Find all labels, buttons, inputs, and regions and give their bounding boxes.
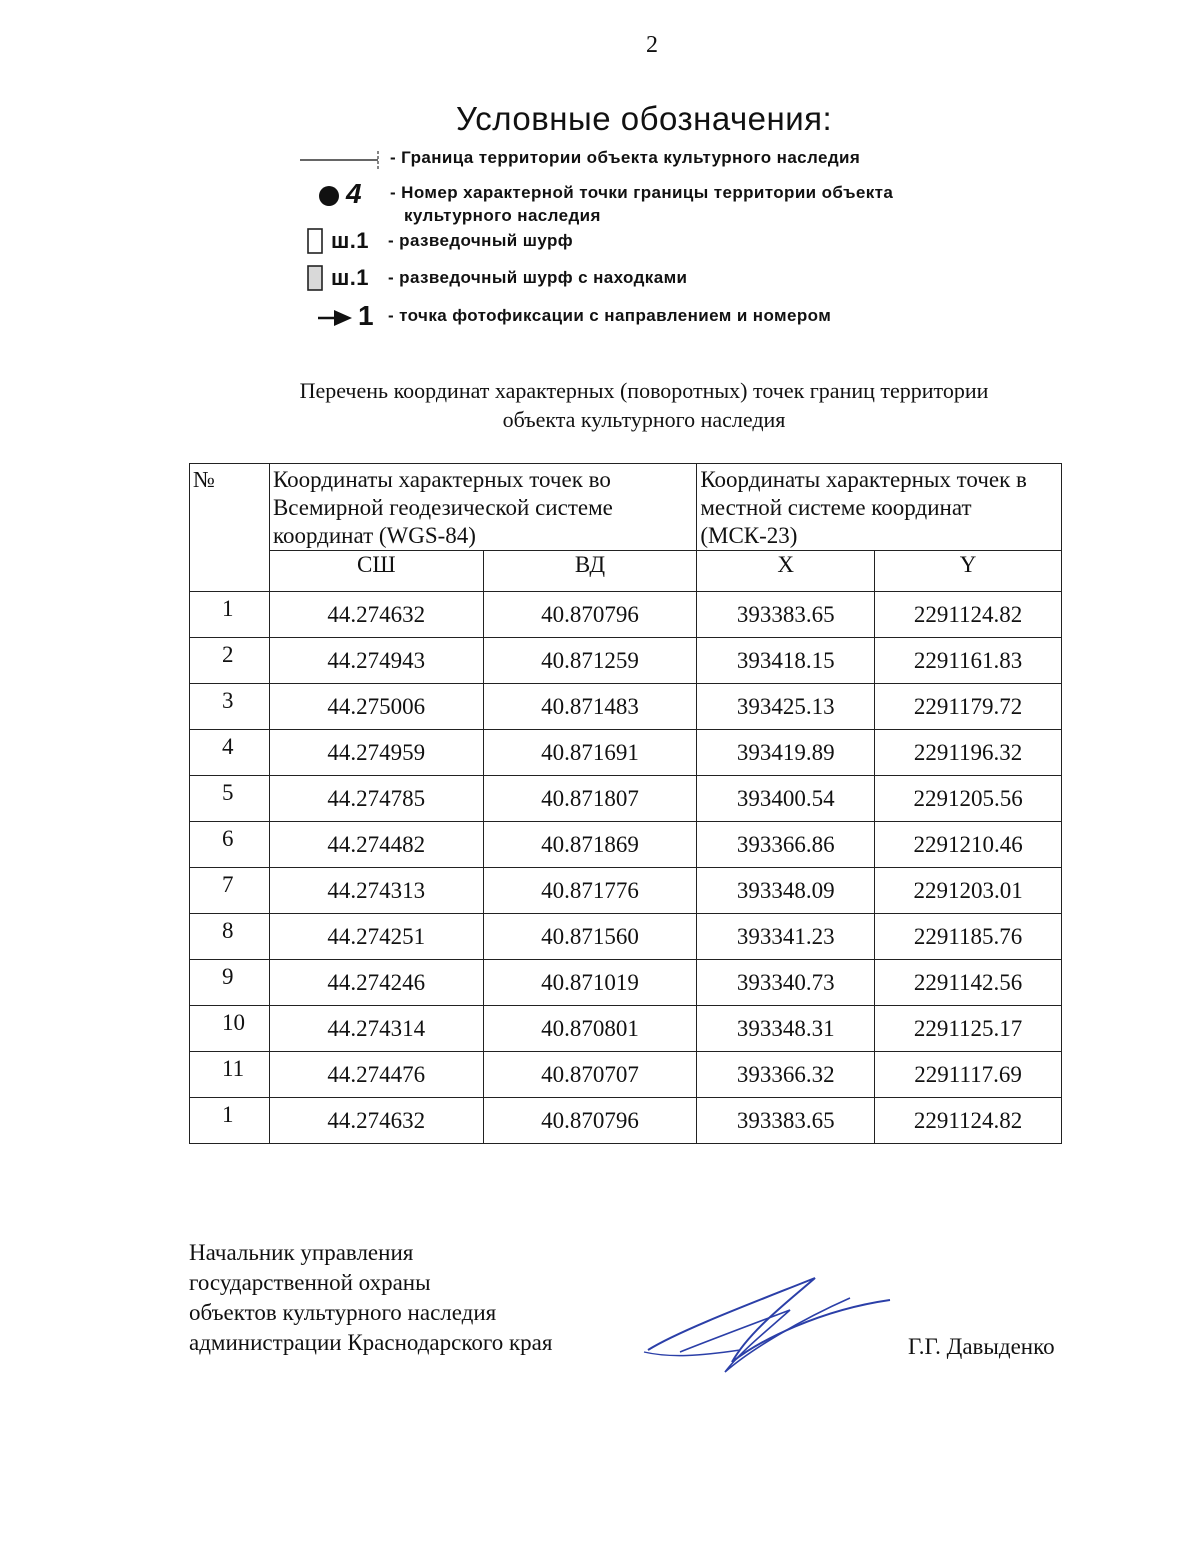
cell-y: 2291125.17 xyxy=(875,1006,1062,1052)
legend-title: Условные обозначения: xyxy=(456,100,833,137)
cell-x: 393383.65 xyxy=(697,592,875,638)
cell-num: 4 xyxy=(190,730,270,776)
cell-num: 5 xyxy=(190,776,270,822)
table-row xyxy=(190,1052,1062,1098)
cell-x: 393419.89 xyxy=(697,730,875,776)
cell-x: 393348.09 xyxy=(697,868,875,914)
cell-x: 393366.32 xyxy=(697,1052,875,1098)
cell-y: 2291142.56 xyxy=(875,960,1062,1006)
cell-x: 393348.31 xyxy=(697,1006,875,1052)
header-msk: Координаты характерных точек в местной системе координат (МСК-23) xyxy=(697,464,1062,551)
cell-y: 2291117.69 xyxy=(875,1052,1062,1098)
cell-lat: 44.275006 xyxy=(269,684,483,730)
legend-text-point-2: культурного наследия xyxy=(404,206,601,225)
header-num: № xyxy=(190,464,270,592)
cell-lon: 40.870796 xyxy=(483,592,697,638)
cell-lon: 40.871869 xyxy=(483,822,697,868)
cell-lon: 40.870796 xyxy=(483,1098,697,1144)
signer-line-2: государственной охраны xyxy=(189,1270,431,1295)
cell-lat: 44.274959 xyxy=(269,730,483,776)
cell-num: 10 xyxy=(190,1006,270,1052)
legend-item-point xyxy=(0,178,1200,228)
cell-x: 393341.23 xyxy=(697,914,875,960)
cell-y: 2291196.32 xyxy=(875,730,1062,776)
caption-line-2: объекта культурного наследия xyxy=(502,407,786,432)
table-row xyxy=(190,592,1062,638)
cell-lon: 40.871776 xyxy=(483,868,697,914)
cell-lon: 40.871259 xyxy=(483,638,697,684)
cell-lat: 44.274632 xyxy=(269,592,483,638)
table-row xyxy=(190,822,1062,868)
cell-y: 2291179.72 xyxy=(875,684,1062,730)
legend-item-pit-finds xyxy=(0,263,1200,303)
point-number-symbol: 4 xyxy=(346,178,362,209)
cell-y: 2291161.83 xyxy=(875,638,1062,684)
table-row xyxy=(190,776,1062,822)
cell-x: 393340.73 xyxy=(697,960,875,1006)
cell-num: 1 xyxy=(190,592,270,638)
legend-text-pit: - разведочный шурф xyxy=(388,231,574,250)
cell-x: 393366.86 xyxy=(697,822,875,868)
cell-num: 3 xyxy=(190,684,270,730)
photo-arrow-icon xyxy=(316,307,356,331)
cell-y: 2291124.82 xyxy=(875,1098,1062,1144)
legend-text-photo: - точка фотофиксации с направлением и номером xyxy=(388,306,832,325)
signer-title xyxy=(189,1238,552,1358)
cell-lon: 40.871560 xyxy=(483,914,697,960)
page-number: 2 xyxy=(646,32,658,58)
cell-lat: 44.274476 xyxy=(269,1052,483,1098)
cell-num: 9 xyxy=(190,960,270,1006)
boundary-line-icon xyxy=(298,148,388,172)
table-row xyxy=(190,730,1062,776)
cell-num: 2 xyxy=(190,638,270,684)
cell-x: 393425.13 xyxy=(697,684,875,730)
legend-text-boundary: - Граница территории объекта культурного наследия xyxy=(390,148,861,167)
table-row xyxy=(190,1006,1062,1052)
cell-lat: 44.274785 xyxy=(269,776,483,822)
cell-y: 2291203.01 xyxy=(875,868,1062,914)
header-wgs: Координаты характерных точек во Всемирной геодезической системе координат (WGS-84) xyxy=(269,464,696,551)
cell-x: 393418.15 xyxy=(697,638,875,684)
table-row xyxy=(190,960,1062,1006)
header-y: Y xyxy=(875,551,1062,592)
point-dot-icon xyxy=(318,185,342,209)
header-x: X xyxy=(697,551,875,592)
pit-finds-code-symbol: ш.1 xyxy=(331,265,369,290)
cell-y: 2291210.46 xyxy=(875,822,1062,868)
cell-num: 6 xyxy=(190,822,270,868)
cell-lon: 40.871807 xyxy=(483,776,697,822)
cell-lon: 40.871483 xyxy=(483,684,697,730)
legend-item-pit xyxy=(0,226,1200,266)
caption-line-1: Перечень координат характерных (поворотных) точек границ территории xyxy=(299,378,989,403)
pit-with-finds-icon xyxy=(306,264,326,294)
cell-y: 2291205.56 xyxy=(875,776,1062,822)
cell-lon: 40.871019 xyxy=(483,960,697,1006)
cell-y: 2291124.82 xyxy=(875,592,1062,638)
signer-line-1: Начальник управления xyxy=(189,1240,414,1265)
signature-image xyxy=(640,1270,910,1380)
table-row xyxy=(190,914,1062,960)
cell-lat: 44.274251 xyxy=(269,914,483,960)
cell-num: 11 xyxy=(190,1052,270,1098)
pit-icon xyxy=(306,227,326,257)
cell-lon: 40.871691 xyxy=(483,730,697,776)
header-lon: ВД xyxy=(483,551,697,592)
cell-lon: 40.870707 xyxy=(483,1052,697,1098)
header-lat: СШ xyxy=(269,551,483,592)
signer-name: Г.Г. Давыденко xyxy=(908,1334,1055,1359)
legend-text-pit-finds: - разведочный шурф с находками xyxy=(388,268,688,287)
legend-item-boundary xyxy=(0,142,1200,182)
table-row xyxy=(190,684,1062,730)
cell-lat: 44.274943 xyxy=(269,638,483,684)
cell-num: 8 xyxy=(190,914,270,960)
cell-lat: 44.274246 xyxy=(269,960,483,1006)
table-caption xyxy=(200,376,1088,434)
cell-num: 7 xyxy=(190,868,270,914)
table-row xyxy=(190,638,1062,684)
signer-line-4: администрации Краснодарского края xyxy=(189,1330,553,1355)
table-row xyxy=(190,1098,1062,1144)
cell-lon: 40.870801 xyxy=(483,1006,697,1052)
cell-lat: 44.274632 xyxy=(269,1098,483,1144)
cell-x: 393400.54 xyxy=(697,776,875,822)
cell-x: 393383.65 xyxy=(697,1098,875,1144)
cell-lat: 44.274314 xyxy=(269,1006,483,1052)
legend-text-point: - Номер характерной точки границы территории объекта xyxy=(390,183,894,202)
cell-lat: 44.274313 xyxy=(269,868,483,914)
pit-code-symbol: ш.1 xyxy=(331,228,369,253)
legend-item-photo xyxy=(0,300,1200,340)
table-row xyxy=(190,868,1062,914)
signer-line-3: объектов культурного наследия xyxy=(189,1300,497,1325)
cell-y: 2291185.76 xyxy=(875,914,1062,960)
cell-num: 1 xyxy=(190,1098,270,1144)
photo-number-symbol: 1 xyxy=(358,300,374,331)
cell-lat: 44.274482 xyxy=(269,822,483,868)
coordinates-table xyxy=(189,463,1062,1144)
